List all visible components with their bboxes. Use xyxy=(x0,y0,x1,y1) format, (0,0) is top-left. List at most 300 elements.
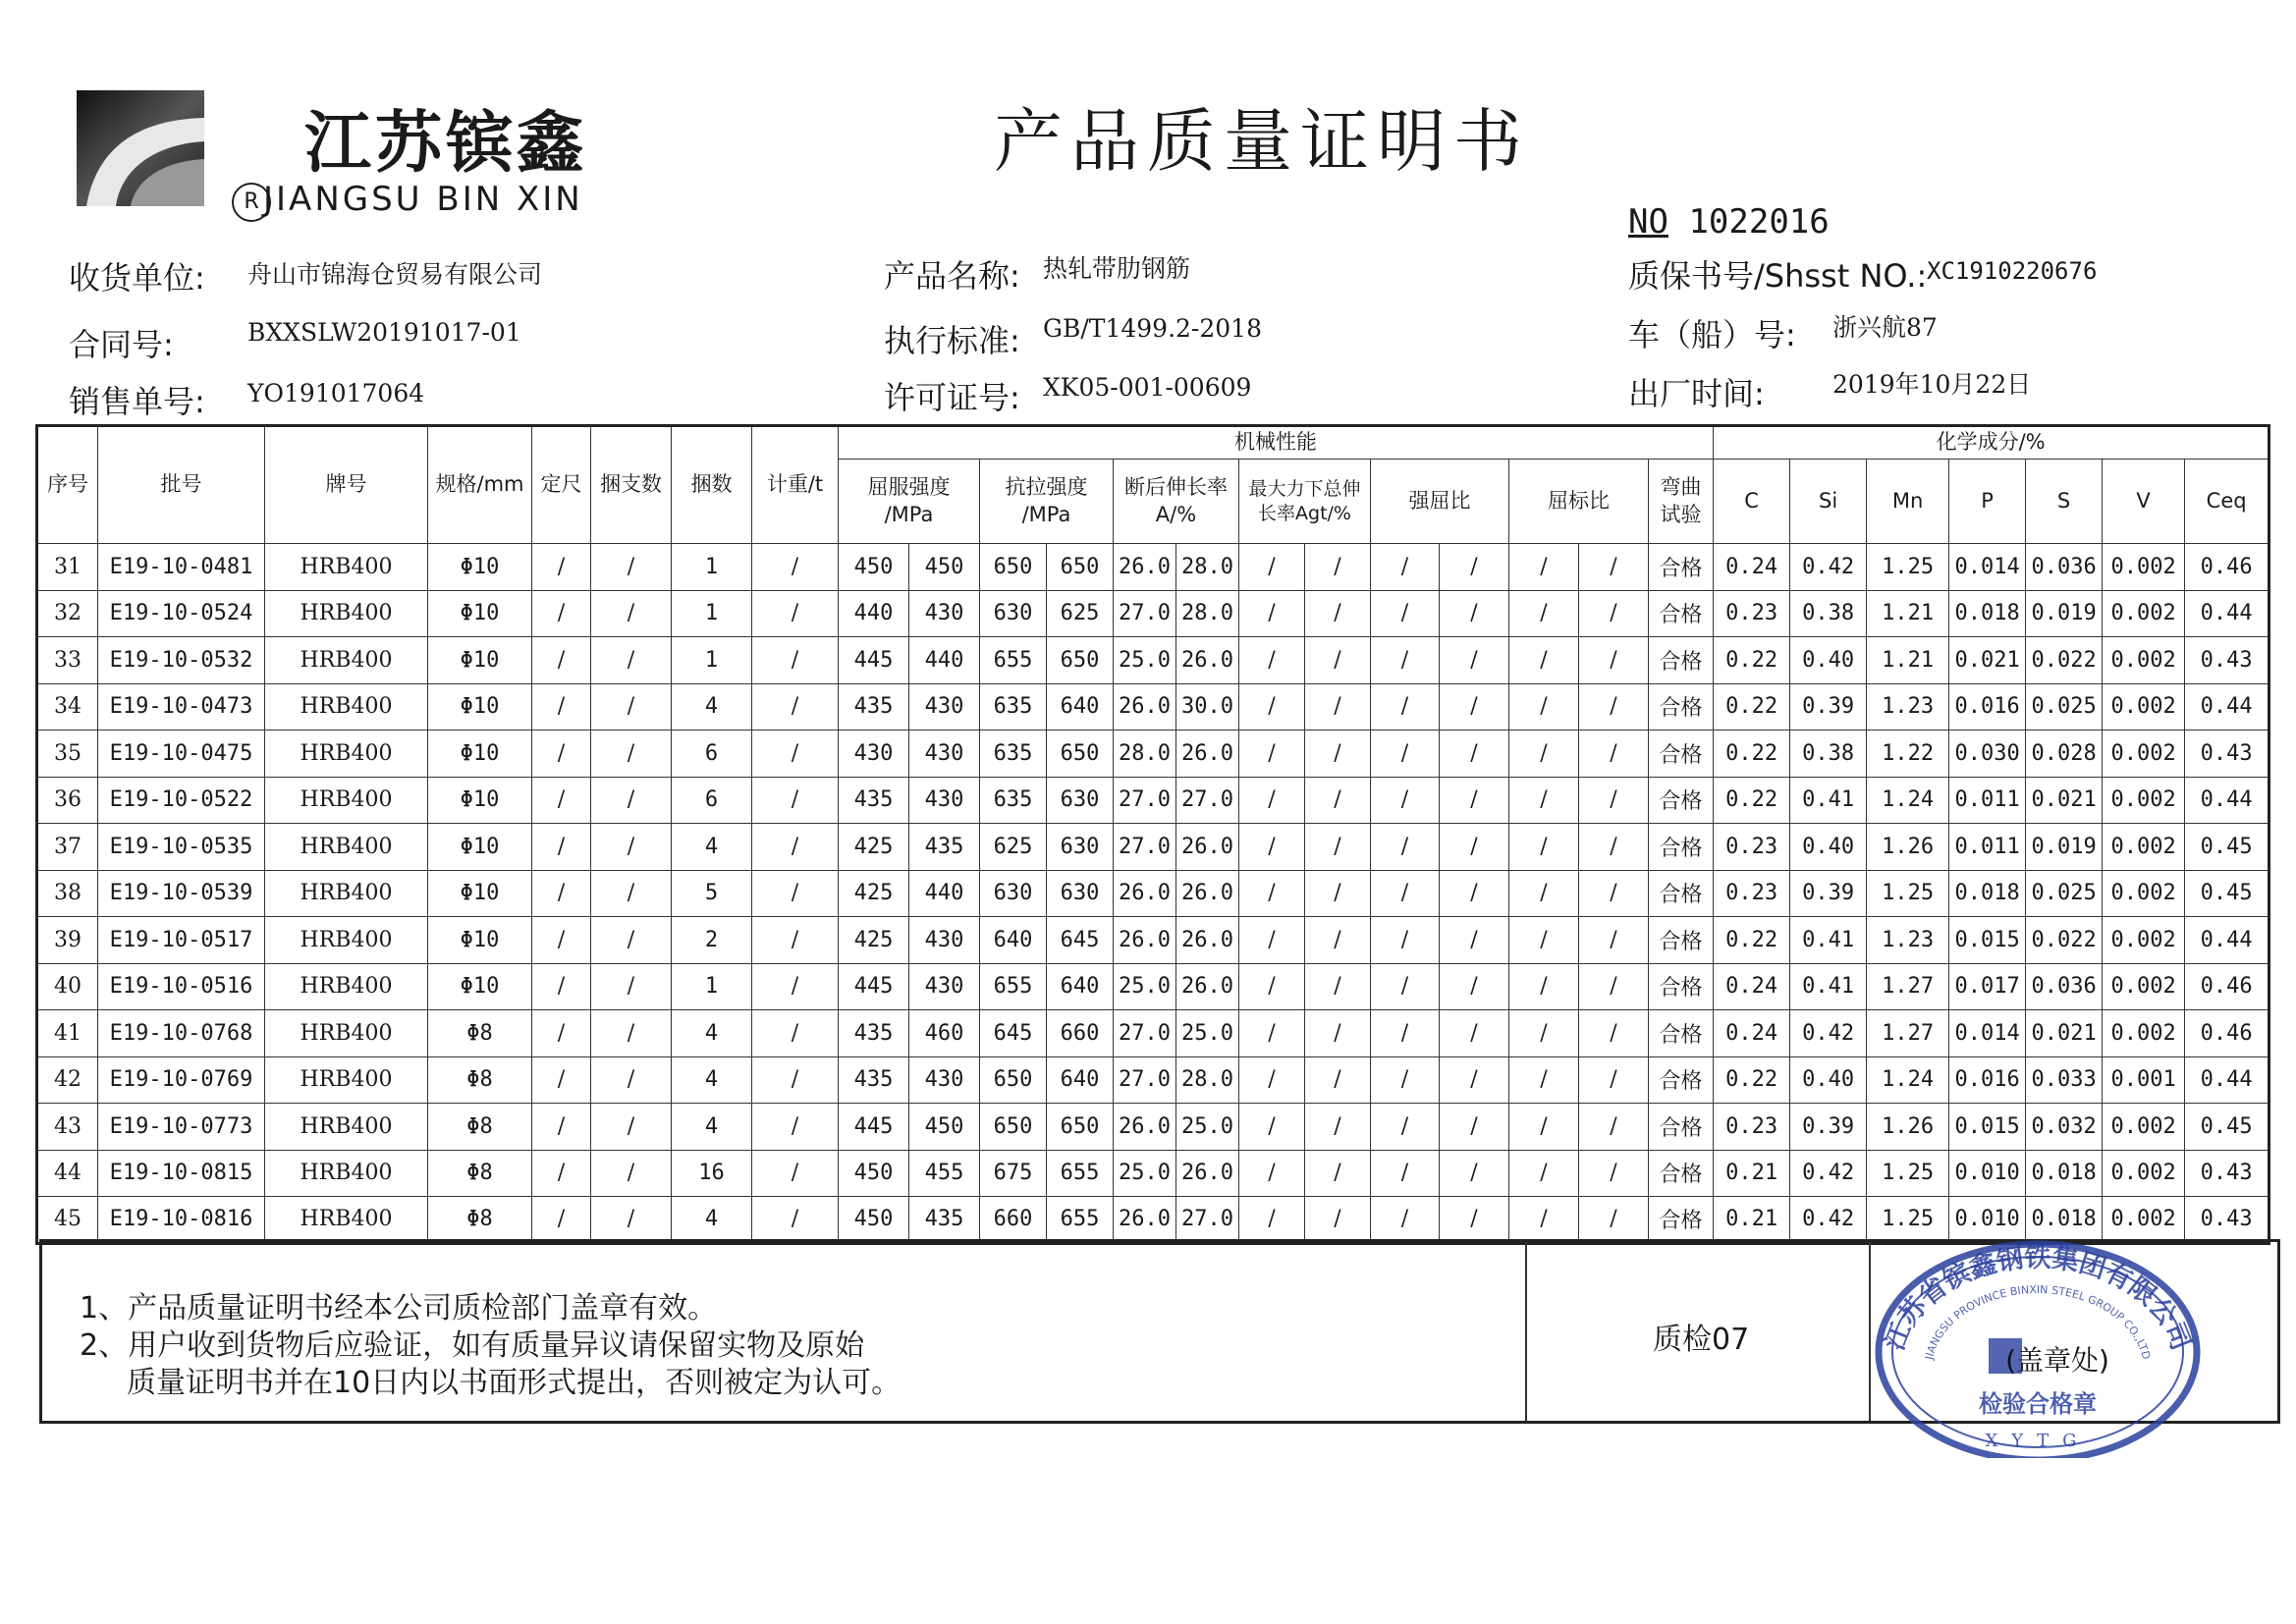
cert-no-value: XC1910220676 xyxy=(1927,257,2098,285)
cell-weight: / xyxy=(752,590,839,637)
cell-agt-2: / xyxy=(1305,1010,1371,1057)
cell-agt-1: / xyxy=(1239,683,1305,731)
cell-batch: E19-10-0522 xyxy=(98,777,265,824)
cell-si: 0.40 xyxy=(1790,637,1867,684)
cell-spec: Φ8 xyxy=(428,1056,532,1104)
cell-agt-2: / xyxy=(1305,1150,1371,1197)
cell-yield-2: 440 xyxy=(909,870,980,917)
cell-grade: HRB400 xyxy=(265,963,428,1010)
cell-s: 0.018 xyxy=(2026,1197,2103,1244)
header-seq: 序号 xyxy=(37,426,98,544)
cell-yield-ratio-1: / xyxy=(1509,731,1579,778)
cell-bundles: 2 xyxy=(672,917,752,964)
cell-mn: 1.21 xyxy=(1867,637,1949,684)
cell-yield-1: 445 xyxy=(839,1104,909,1151)
header-s: S xyxy=(2026,460,2103,544)
cell-bundles: 6 xyxy=(672,731,752,778)
cell-agt-1: / xyxy=(1239,1197,1305,1244)
cell-elongation-2: 26.0 xyxy=(1176,870,1239,917)
cell-batch: E19-10-0815 xyxy=(98,1150,265,1197)
cell-s: 0.025 xyxy=(2026,683,2103,731)
cell-bundles: 1 xyxy=(672,637,752,684)
cell-fixed-length: / xyxy=(532,637,591,684)
cell-tensile-2: 630 xyxy=(1047,870,1114,917)
cell-v: 0.002 xyxy=(2103,590,2185,637)
cell-mn: 1.24 xyxy=(1867,1056,1949,1104)
cell-spec: Φ10 xyxy=(428,731,532,778)
cell-si: 0.41 xyxy=(1790,963,1867,1010)
cell-batch: E19-10-0517 xyxy=(98,917,265,964)
cell-v: 0.002 xyxy=(2103,1010,2185,1057)
cell-fixed-length: / xyxy=(532,731,591,778)
cell-v: 0.002 xyxy=(2103,824,2185,871)
cell-yield-ratio-2: / xyxy=(1579,963,1649,1010)
cell-mn: 1.21 xyxy=(1867,590,1949,637)
cell-grade: HRB400 xyxy=(265,1197,428,1244)
cell-agt-1: / xyxy=(1239,1010,1305,1057)
cell-spec: Φ10 xyxy=(428,870,532,917)
cell-strength-ratio-2: / xyxy=(1440,963,1509,1010)
cell-agt-2: / xyxy=(1305,731,1371,778)
cell-tensile-2: 655 xyxy=(1047,1197,1114,1244)
cell-tensile-1: 625 xyxy=(980,824,1047,871)
cell-seq: 40 xyxy=(37,963,98,1010)
cell-c: 0.22 xyxy=(1714,683,1790,731)
cell-batch: E19-10-0539 xyxy=(98,870,265,917)
cell-yield-ratio-2: / xyxy=(1579,1197,1649,1244)
cell-yield-2: 455 xyxy=(909,1150,980,1197)
cell-elongation-1: 26.0 xyxy=(1114,1104,1176,1151)
cell-agt-1: / xyxy=(1239,963,1305,1010)
seal-center-text: (盖章处) xyxy=(2005,1344,2109,1377)
cell-agt-1: / xyxy=(1239,1104,1305,1151)
cell-weight: / xyxy=(752,917,839,964)
cell-pieces-per-bundle: / xyxy=(591,1010,672,1057)
header-spec: 规格/mm xyxy=(428,426,532,544)
cell-seq: 37 xyxy=(37,824,98,871)
cell-elongation-1: 26.0 xyxy=(1114,683,1176,731)
cell-tensile-1: 630 xyxy=(980,870,1047,917)
cell-ceq: 0.43 xyxy=(2185,1150,2269,1197)
cell-fixed-length: / xyxy=(532,1010,591,1057)
cell-pieces-per-bundle: / xyxy=(591,963,672,1010)
cell-batch: E19-10-0769 xyxy=(98,1056,265,1104)
table-row xyxy=(37,683,2269,731)
cell-s: 0.021 xyxy=(2026,1010,2103,1057)
cell-elongation-1: 26.0 xyxy=(1114,544,1176,591)
cell-yield-2: 435 xyxy=(909,824,980,871)
cell-yield-ratio-1: / xyxy=(1509,1010,1579,1057)
cell-bundles: 4 xyxy=(672,1104,752,1151)
cell-ceq: 0.45 xyxy=(2185,824,2269,871)
header-pieces-per-bundle: 捆支数 xyxy=(591,426,672,544)
cell-s: 0.022 xyxy=(2026,917,2103,964)
cell-c: 0.22 xyxy=(1714,731,1790,778)
cell-yield-ratio-1: / xyxy=(1509,1056,1579,1104)
cell-grade: HRB400 xyxy=(265,917,428,964)
cell-ceq: 0.44 xyxy=(2185,1056,2269,1104)
cell-pieces-per-bundle: / xyxy=(591,1197,672,1244)
cell-yield-ratio-2: / xyxy=(1579,777,1649,824)
cell-yield-2: 450 xyxy=(909,544,980,591)
header-tensile: 抗拉强度 /MPa xyxy=(980,460,1114,544)
cell-strength-ratio-1: / xyxy=(1371,870,1440,917)
header-yield: 屈服强度 /MPa xyxy=(839,460,980,544)
cell-bend-test: 合格 xyxy=(1649,870,1714,917)
cell-seq: 33 xyxy=(37,637,98,684)
cell-si: 0.38 xyxy=(1790,590,1867,637)
cell-p: 0.014 xyxy=(1949,544,2026,591)
cell-grade: HRB400 xyxy=(265,1010,428,1057)
cell-seq: 45 xyxy=(37,1197,98,1244)
cell-mn: 1.25 xyxy=(1867,544,1949,591)
cell-tensile-1: 650 xyxy=(980,1104,1047,1151)
header-yield-ratio: 屈标比 xyxy=(1509,460,1649,544)
header-mn: Mn xyxy=(1867,460,1949,544)
cell-agt-2: / xyxy=(1305,917,1371,964)
cell-agt-2: / xyxy=(1305,824,1371,871)
cell-s: 0.019 xyxy=(2026,824,2103,871)
cell-strength-ratio-2: / xyxy=(1440,1104,1509,1151)
cell-yield-1: 435 xyxy=(839,777,909,824)
cell-elongation-2: 26.0 xyxy=(1176,731,1239,778)
cell-yield-ratio-2: / xyxy=(1579,590,1649,637)
brand-name-cn: 江苏镔鑫 xyxy=(304,104,588,183)
cell-tensile-2: 640 xyxy=(1047,683,1114,731)
header-c: C xyxy=(1714,460,1790,544)
cell-elongation-2: 26.0 xyxy=(1176,824,1239,871)
cell-p: 0.015 xyxy=(1949,1104,2026,1151)
cell-seq: 34 xyxy=(37,683,98,731)
sales-order-value: YO191017064 xyxy=(247,379,425,407)
cell-batch: E19-10-0481 xyxy=(98,544,265,591)
cell-tensile-2: 630 xyxy=(1047,777,1114,824)
cell-si: 0.39 xyxy=(1790,1104,1867,1151)
cell-bundles: 4 xyxy=(672,1197,752,1244)
cell-seq: 42 xyxy=(37,1056,98,1104)
cell-yield-ratio-2: / xyxy=(1579,1150,1649,1197)
cell-elongation-2: 26.0 xyxy=(1176,917,1239,964)
cell-spec: Φ10 xyxy=(428,683,532,731)
cell-c: 0.22 xyxy=(1714,637,1790,684)
cell-v: 0.002 xyxy=(2103,777,2185,824)
cell-yield-1: 445 xyxy=(839,637,909,684)
cell-pieces-per-bundle: / xyxy=(591,637,672,684)
cell-yield-ratio-2: / xyxy=(1579,1010,1649,1057)
contract-label: 合同号: xyxy=(69,326,174,363)
cell-agt-2: / xyxy=(1305,777,1371,824)
cell-spec: Φ10 xyxy=(428,590,532,637)
product-name-label: 产品名称: xyxy=(884,257,1020,295)
cell-v: 0.002 xyxy=(2103,963,2185,1010)
cell-spec: Φ10 xyxy=(428,824,532,871)
cell-c: 0.23 xyxy=(1714,870,1790,917)
footer-note-3: 质量证明书并在10日内以书面形式提出，否则被定为认可。 xyxy=(127,1366,902,1400)
contract-value: BXXSLW20191017-01 xyxy=(247,318,521,347)
cell-seq: 36 xyxy=(37,777,98,824)
cell-s: 0.018 xyxy=(2026,1150,2103,1197)
cell-p: 0.030 xyxy=(1949,731,2026,778)
cell-yield-ratio-1: / xyxy=(1509,683,1579,731)
cell-spec: Φ8 xyxy=(428,1150,532,1197)
cell-pieces-per-bundle: / xyxy=(591,1104,672,1151)
cell-agt-2: / xyxy=(1305,870,1371,917)
cell-yield-2: 450 xyxy=(909,1104,980,1151)
table-row xyxy=(37,824,2269,871)
cell-s: 0.036 xyxy=(2026,963,2103,1010)
cell-strength-ratio-2: / xyxy=(1440,917,1509,964)
cell-strength-ratio-1: / xyxy=(1371,731,1440,778)
table-row xyxy=(37,917,2269,964)
cell-c: 0.23 xyxy=(1714,590,1790,637)
cell-v: 0.002 xyxy=(2103,870,2185,917)
cell-spec: Φ10 xyxy=(428,544,532,591)
seal-code-text: XYTG xyxy=(1985,1431,2091,1451)
cell-weight: / xyxy=(752,544,839,591)
cell-yield-1: 425 xyxy=(839,870,909,917)
cell-pieces-per-bundle: / xyxy=(591,1150,672,1197)
cell-agt-2: / xyxy=(1305,1197,1371,1244)
cell-strength-ratio-2: / xyxy=(1440,1056,1509,1104)
table-row xyxy=(37,590,2269,637)
cell-weight: / xyxy=(752,683,839,731)
cell-grade: HRB400 xyxy=(265,683,428,731)
cell-si: 0.42 xyxy=(1790,544,1867,591)
table-row xyxy=(37,1010,2269,1057)
cell-c: 0.23 xyxy=(1714,1104,1790,1151)
cell-strength-ratio-2: / xyxy=(1440,544,1509,591)
cell-agt-1: / xyxy=(1239,1150,1305,1197)
cell-yield-ratio-2: / xyxy=(1579,731,1649,778)
standard-value: GB/T1499.2-2018 xyxy=(1043,314,1262,343)
cell-tensile-2: 630 xyxy=(1047,824,1114,871)
cell-tensile-2: 660 xyxy=(1047,1010,1114,1057)
cell-grade: HRB400 xyxy=(265,824,428,871)
cell-ceq: 0.46 xyxy=(2185,1010,2269,1057)
cell-yield-1: 435 xyxy=(839,1010,909,1057)
cell-weight: / xyxy=(752,1104,839,1151)
table-row xyxy=(37,1056,2269,1104)
cell-mn: 1.25 xyxy=(1867,1150,1949,1197)
cell-bend-test: 合格 xyxy=(1649,963,1714,1010)
cell-yield-1: 425 xyxy=(839,917,909,964)
cell-yield-ratio-2: / xyxy=(1579,1104,1649,1151)
cell-yield-1: 430 xyxy=(839,731,909,778)
cell-elongation-1: 28.0 xyxy=(1114,731,1176,778)
cell-grade: HRB400 xyxy=(265,1104,428,1151)
cell-pieces-per-bundle: / xyxy=(591,1056,672,1104)
cell-s: 0.019 xyxy=(2026,590,2103,637)
cell-elongation-1: 25.0 xyxy=(1114,637,1176,684)
cell-fixed-length: / xyxy=(532,963,591,1010)
cell-seq: 35 xyxy=(37,731,98,778)
cell-bend-test: 合格 xyxy=(1649,777,1714,824)
cell-strength-ratio-1: / xyxy=(1371,917,1440,964)
cell-batch: E19-10-0475 xyxy=(98,731,265,778)
cell-tensile-2: 650 xyxy=(1047,544,1114,591)
header-v: V xyxy=(2103,460,2185,544)
cell-seq: 43 xyxy=(37,1104,98,1151)
cell-bend-test: 合格 xyxy=(1649,637,1714,684)
cell-strength-ratio-2: / xyxy=(1440,1010,1509,1057)
cell-strength-ratio-1: / xyxy=(1371,544,1440,591)
cell-mn: 1.25 xyxy=(1867,870,1949,917)
cell-s: 0.032 xyxy=(2026,1104,2103,1151)
cell-yield-ratio-1: / xyxy=(1509,544,1579,591)
seal-company-text: 江苏省镔鑫钢铁集团有限公司 xyxy=(1879,1243,2197,1355)
cell-strength-ratio-2: / xyxy=(1440,777,1509,824)
cell-strength-ratio-2: / xyxy=(1440,870,1509,917)
cell-batch: E19-10-0532 xyxy=(98,637,265,684)
cell-si: 0.39 xyxy=(1790,683,1867,731)
cell-bundles: 6 xyxy=(672,777,752,824)
footer-note-1: 1、产品质量证明书经本公司质检部门盖章有效。 xyxy=(80,1291,718,1326)
cell-agt-1: / xyxy=(1239,1056,1305,1104)
cell-ceq: 0.44 xyxy=(2185,917,2269,964)
cell-fixed-length: / xyxy=(532,1056,591,1104)
cell-bundles: 4 xyxy=(672,824,752,871)
cell-si: 0.41 xyxy=(1790,777,1867,824)
ship-date-value: 2019年10月22日 xyxy=(1832,370,2032,399)
header-fixed-length: 定尺 xyxy=(532,426,591,544)
cell-s: 0.025 xyxy=(2026,870,2103,917)
cell-bend-test: 合格 xyxy=(1649,731,1714,778)
header-weight: 计重/t xyxy=(752,426,839,544)
cell-tensile-1: 645 xyxy=(980,1010,1047,1057)
cell-yield-2: 430 xyxy=(909,683,980,731)
cell-yield-2: 460 xyxy=(909,1010,980,1057)
cell-batch: E19-10-0816 xyxy=(98,1197,265,1244)
cell-p: 0.010 xyxy=(1949,1197,2026,1244)
cell-grade: HRB400 xyxy=(265,637,428,684)
cell-elongation-1: 27.0 xyxy=(1114,824,1176,871)
cell-tensile-1: 635 xyxy=(980,683,1047,731)
cell-tensile-1: 630 xyxy=(980,590,1047,637)
cell-tensile-1: 650 xyxy=(980,1056,1047,1104)
cell-elongation-2: 25.0 xyxy=(1176,1104,1239,1151)
cell-tensile-2: 640 xyxy=(1047,963,1114,1010)
cell-fixed-length: / xyxy=(532,824,591,871)
header-si: Si xyxy=(1790,460,1867,544)
cell-agt-2: / xyxy=(1305,683,1371,731)
cell-strength-ratio-2: / xyxy=(1440,683,1509,731)
cell-v: 0.002 xyxy=(2103,731,2185,778)
cell-elongation-1: 27.0 xyxy=(1114,590,1176,637)
cell-strength-ratio-1: / xyxy=(1371,637,1440,684)
cell-tensile-2: 645 xyxy=(1047,917,1114,964)
cell-ceq: 0.45 xyxy=(2185,870,2269,917)
table-row xyxy=(37,777,2269,824)
standard-label: 执行标准: xyxy=(884,322,1020,359)
cell-agt-1: / xyxy=(1239,824,1305,871)
cell-p: 0.011 xyxy=(1949,824,2026,871)
cell-agt-2: / xyxy=(1305,1104,1371,1151)
table-row xyxy=(37,870,2269,917)
cell-fixed-length: / xyxy=(532,1104,591,1151)
cell-strength-ratio-1: / xyxy=(1371,963,1440,1010)
cell-bend-test: 合格 xyxy=(1649,1150,1714,1197)
cell-pieces-per-bundle: / xyxy=(591,824,672,871)
cell-tensile-1: 655 xyxy=(980,637,1047,684)
cell-seq: 38 xyxy=(37,870,98,917)
cell-yield-ratio-1: / xyxy=(1509,1197,1579,1244)
cell-ceq: 0.43 xyxy=(2185,1197,2269,1244)
cell-yield-ratio-1: / xyxy=(1509,917,1579,964)
vehicle-label: 车（船）号: xyxy=(1628,316,1796,353)
cell-p: 0.018 xyxy=(1949,590,2026,637)
cell-agt-1: / xyxy=(1239,917,1305,964)
cell-mn: 1.25 xyxy=(1867,1197,1949,1244)
cell-bundles: 5 xyxy=(672,870,752,917)
cell-yield-ratio-1: / xyxy=(1509,1104,1579,1151)
cell-ceq: 0.46 xyxy=(2185,963,2269,1010)
cell-batch: E19-10-0516 xyxy=(98,963,265,1010)
cell-pieces-per-bundle: / xyxy=(591,683,672,731)
cell-grade: HRB400 xyxy=(265,1056,428,1104)
cell-fixed-length: / xyxy=(532,1150,591,1197)
cell-tensile-2: 650 xyxy=(1047,1104,1114,1151)
cell-seq: 44 xyxy=(37,1150,98,1197)
cell-tensile-1: 660 xyxy=(980,1197,1047,1244)
cell-spec: Φ10 xyxy=(428,917,532,964)
cell-agt-2: / xyxy=(1305,637,1371,684)
cell-fixed-length: / xyxy=(532,590,591,637)
cell-yield-ratio-1: / xyxy=(1509,870,1579,917)
cell-s: 0.036 xyxy=(2026,544,2103,591)
cell-bundles: 1 xyxy=(672,590,752,637)
header-p: P xyxy=(1949,460,2026,544)
cell-elongation-2: 26.0 xyxy=(1176,963,1239,1010)
cell-elongation-1: 25.0 xyxy=(1114,1150,1176,1197)
cell-strength-ratio-2: / xyxy=(1440,1150,1509,1197)
cell-fixed-length: / xyxy=(532,870,591,917)
cell-c: 0.22 xyxy=(1714,917,1790,964)
cell-seq: 31 xyxy=(37,544,98,591)
cell-elongation-2: 27.0 xyxy=(1176,1197,1239,1244)
cell-p: 0.011 xyxy=(1949,777,2026,824)
license-label: 许可证号: xyxy=(884,379,1020,416)
cell-yield-ratio-1: / xyxy=(1509,824,1579,871)
document-title: 产品质量证明书 xyxy=(994,101,1530,182)
cell-bundles: 16 xyxy=(672,1150,752,1197)
cell-bend-test: 合格 xyxy=(1649,544,1714,591)
cell-weight: / xyxy=(752,963,839,1010)
cell-strength-ratio-1: / xyxy=(1371,777,1440,824)
cell-v: 0.002 xyxy=(2103,917,2185,964)
cell-yield-ratio-2: / xyxy=(1579,544,1649,591)
cell-elongation-2: 26.0 xyxy=(1176,637,1239,684)
header-chemical-group: 化学成分/% xyxy=(1714,426,2269,460)
cell-elongation-1: 27.0 xyxy=(1114,777,1176,824)
cell-yield-2: 430 xyxy=(909,963,980,1010)
header-strength-ratio: 强屈比 xyxy=(1371,460,1509,544)
cell-weight: / xyxy=(752,870,839,917)
cell-v: 0.002 xyxy=(2103,544,2185,591)
cell-bend-test: 合格 xyxy=(1649,590,1714,637)
seal-bottom-text: 检验合格章 xyxy=(1979,1390,2097,1418)
cell-agt-2: / xyxy=(1305,1056,1371,1104)
cell-elongation-2: 28.0 xyxy=(1176,590,1239,637)
brand-name-en: JIANGSU BIN XIN xyxy=(263,180,583,219)
inspector-id: 质检07 xyxy=(1653,1323,1750,1357)
cell-elongation-1: 26.0 xyxy=(1114,870,1176,917)
cell-bend-test: 合格 xyxy=(1649,917,1714,964)
cell-bundles: 4 xyxy=(672,1010,752,1057)
cell-ceq: 0.43 xyxy=(2185,637,2269,684)
cell-ceq: 0.46 xyxy=(2185,544,2269,591)
cell-pieces-per-bundle: / xyxy=(591,590,672,637)
cell-fixed-length: / xyxy=(532,1197,591,1244)
